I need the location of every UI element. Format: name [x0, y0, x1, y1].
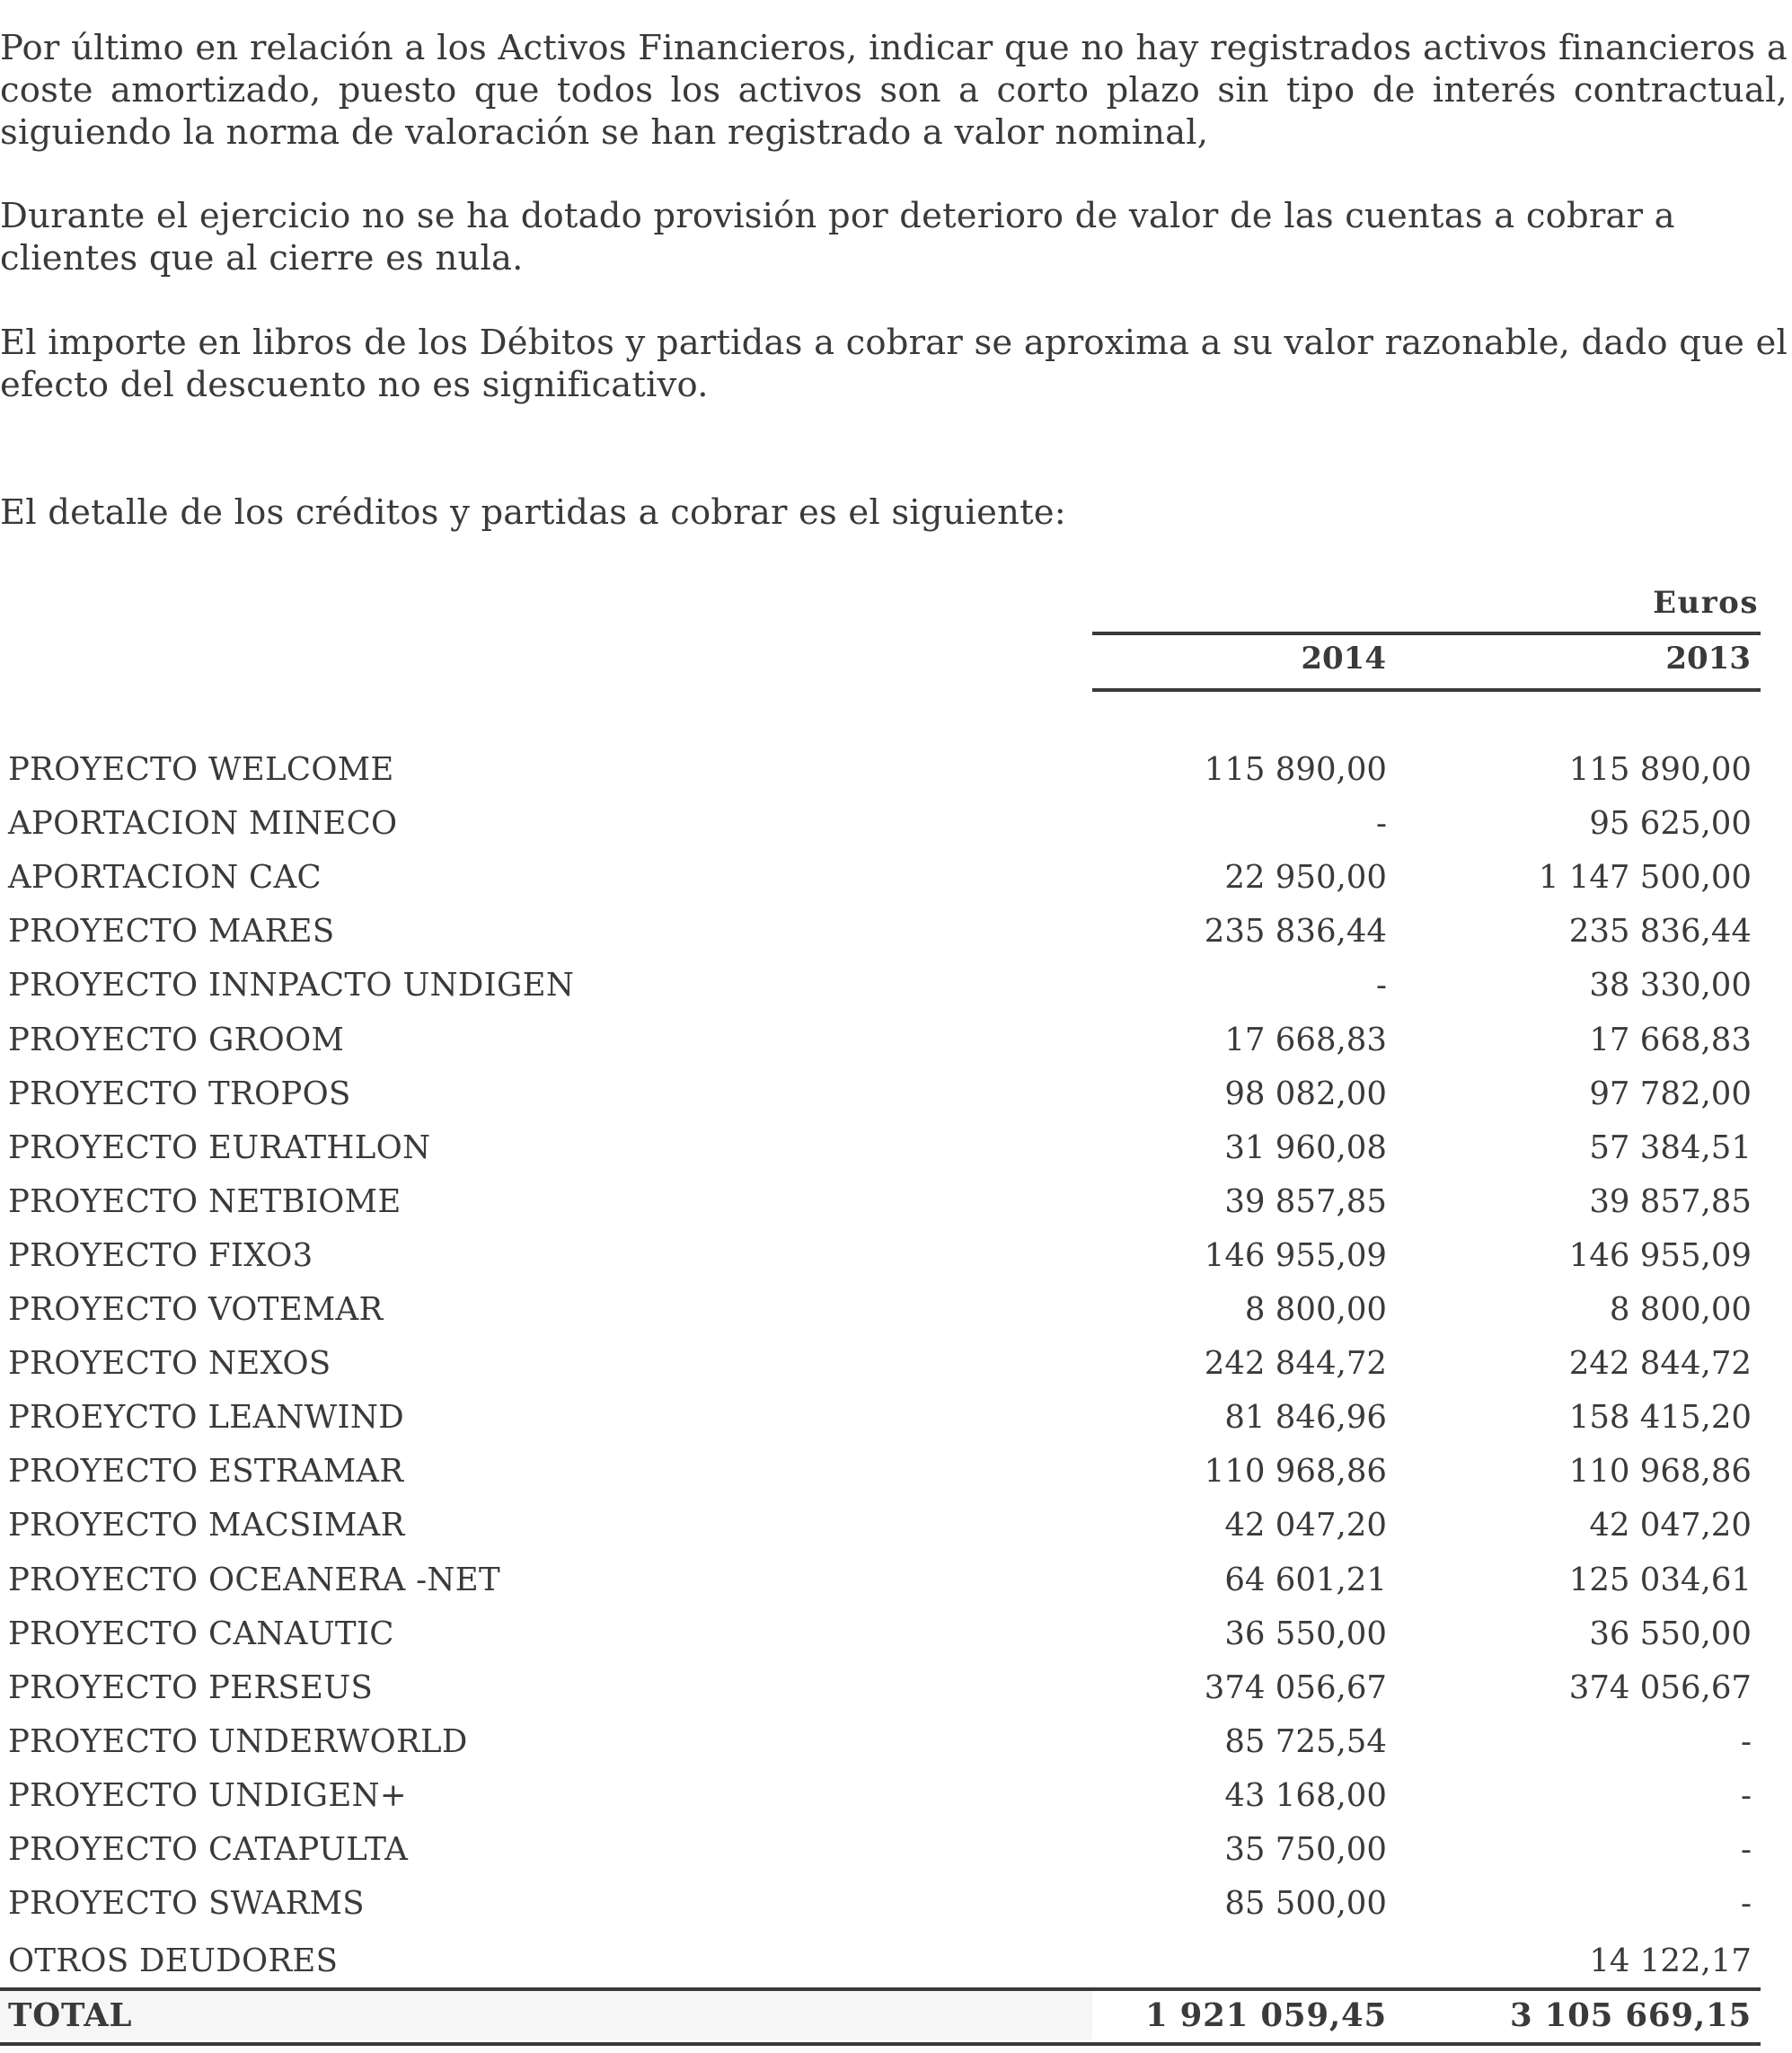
row-value-2013: 235 836,44 [1568, 913, 1752, 950]
row-value-2013: 97 782,00 [1589, 1075, 1752, 1112]
table-row [0, 1661, 1761, 1715]
total-2013: 3 105 669,15 [1510, 1997, 1752, 2034]
header-bottom-rule [1092, 688, 1761, 692]
row-label: PROYECTO ESTRAMAR [8, 1453, 404, 1490]
table-row [0, 1229, 1761, 1283]
row-value-2014: 39 857,85 [1224, 1183, 1387, 1220]
row-value-2013: 125 034,61 [1568, 1562, 1752, 1598]
table-row [0, 1445, 1761, 1499]
row-value-2014: 110 968,86 [1204, 1453, 1387, 1490]
row-value-2013: 158 415,20 [1568, 1399, 1752, 1436]
row-value-2013: - [1741, 1885, 1752, 1922]
row-value-2014: 43 168,00 [1224, 1777, 1387, 1814]
row-value-2013: 95 625,00 [1589, 805, 1752, 842]
row-value-2014: 35 750,00 [1224, 1831, 1387, 1868]
row-label: PROYECTO UNDERWORLD [8, 1723, 468, 1760]
total-row [0, 1989, 1761, 2043]
row-label: PROYECTO PERSEUS [8, 1669, 374, 1706]
total-2014: 1 921 059,45 [1145, 1997, 1387, 2034]
row-label: PROYECTO GROOM [8, 1022, 345, 1058]
row-label: PROYECTO WELCOME [8, 751, 394, 788]
row-value-2013: 42 047,20 [1589, 1507, 1752, 1544]
row-value-2013: 8 800,00 [1609, 1291, 1752, 1328]
row-value-2013: 115 890,00 [1568, 751, 1752, 788]
row-label: PROYECTO CATAPULTA [8, 1831, 409, 1868]
row-label: PROYECTO CANAUTIC [8, 1615, 394, 1652]
paragraph-provision: Durante el ejercicio no se ha dotado provisión por deterioro de valor de las cuentas a cobrar a clientes que al cierre es nula. [0, 196, 1675, 279]
row-value-2013: 38 330,00 [1589, 967, 1752, 1004]
row-value-2013: 39 857,85 [1589, 1183, 1752, 1220]
row-value-2013: 1 147 500,00 [1538, 859, 1752, 896]
row-label: PROYECTO EURATHLON [8, 1129, 431, 1166]
row-label: OTROS DEUDORES [8, 1942, 339, 1979]
paragraph-financial-assets: Por último en relación a los Activos Financieros, indicar que no hay registrados activos financieros a coste amortizado, puesto que todos los activos son a corto plazo sin tipo de interés contractual, siguiendo la norma de valoración se han registrado a valor nominal, [0, 28, 1788, 153]
table-row [0, 959, 1761, 1013]
row-value-2013: 17 668,83 [1589, 1022, 1752, 1058]
row-label: PROYECTO MARES [8, 913, 335, 950]
row-label: PROYECTO NETBIOME [8, 1183, 402, 1220]
row-value-2014: 98 082,00 [1224, 1075, 1387, 1112]
table-row [0, 1934, 1761, 1988]
row-value-2013: 242 844,72 [1568, 1345, 1752, 1382]
header-top-rule [1092, 632, 1761, 635]
row-value-2014: 242 844,72 [1204, 1345, 1387, 1382]
total-label: TOTAL [8, 1997, 133, 2034]
table-row [0, 743, 1761, 797]
row-value-2014: 374 056,67 [1204, 1669, 1387, 1706]
row-value-2014: 146 955,09 [1204, 1237, 1387, 1274]
table-row [0, 1877, 1761, 1931]
row-value-2014: 22 950,00 [1224, 859, 1387, 896]
row-value-2013: 110 968,86 [1568, 1453, 1752, 1490]
table-row [0, 1715, 1761, 1769]
row-label: PROYECTO OCEANERA -NET [8, 1562, 500, 1598]
row-value-2013: 14 122,17 [1589, 1942, 1752, 1979]
row-label: PROYECTO UNDIGEN+ [8, 1777, 407, 1814]
row-value-2014: 36 550,00 [1224, 1615, 1387, 1652]
row-value-2014: 85 500,00 [1224, 1885, 1387, 1922]
row-label: APORTACION CAC [8, 859, 322, 896]
row-value-2013: 146 955,09 [1568, 1237, 1752, 1274]
row-value-2013: - [1741, 1777, 1752, 1814]
table-row [0, 1067, 1761, 1121]
row-value-2014: 64 601,21 [1224, 1562, 1387, 1598]
paragraph-book-value: El importe en libros de los Débitos y partidas a cobrar se aproxima a su valor razonable, dado que el efecto del descuento no es significativo. [0, 323, 1788, 405]
total-bottom-rule [0, 2042, 1761, 2046]
row-value-2013: - [1741, 1831, 1752, 1868]
row-label: PROEYCTO LEANWIND [8, 1399, 404, 1436]
row-value-2013: 374 056,67 [1568, 1669, 1752, 1706]
table-row [0, 905, 1761, 959]
row-value-2014: 115 890,00 [1204, 751, 1387, 788]
row-value-2014: 8 800,00 [1244, 1291, 1387, 1328]
row-label: PROYECTO TROPOS [8, 1075, 351, 1112]
table-row [0, 1013, 1761, 1067]
row-value-2014: 85 725,54 [1224, 1723, 1387, 1760]
table-row [0, 851, 1761, 905]
row-value-2013: 36 550,00 [1589, 1615, 1752, 1652]
table-row [0, 797, 1761, 851]
row-label: APORTACION MINECO [8, 805, 398, 842]
table-row [0, 1391, 1761, 1445]
year-2014-header: 2014 [1301, 641, 1386, 677]
row-label: PROYECTO INNPACTO UNDIGEN [8, 967, 575, 1004]
table-row [0, 1121, 1761, 1175]
row-value-2014: 31 960,08 [1224, 1129, 1387, 1166]
row-label: PROYECTO NEXOS [8, 1345, 331, 1382]
row-value-2013: 57 384,51 [1589, 1129, 1752, 1166]
row-value-2014: 235 836,44 [1204, 913, 1387, 950]
row-value-2014: - [1376, 967, 1387, 1004]
table-row [0, 1607, 1761, 1661]
row-label: PROYECTO MACSIMAR [8, 1507, 405, 1544]
row-value-2014: 81 846,96 [1224, 1399, 1387, 1436]
row-label: PROYECTO FIXO3 [8, 1237, 313, 1274]
paragraph-detail-intro: El detalle de los créditos y partidas a cobrar es el siguiente: [0, 492, 1066, 533]
row-label: PROYECTO VOTEMAR [8, 1291, 384, 1328]
row-value-2014: 17 668,83 [1224, 1022, 1387, 1058]
table-row [0, 1337, 1761, 1391]
year-2013-header: 2013 [1665, 641, 1751, 677]
table-row [0, 1769, 1761, 1823]
table-row [0, 1553, 1761, 1607]
table-row [0, 1823, 1761, 1877]
currency-header: Euros [1653, 585, 1759, 621]
table-row [0, 1175, 1761, 1229]
row-value-2013: - [1741, 1723, 1752, 1760]
table-row [0, 1499, 1761, 1553]
table-row [0, 1283, 1761, 1337]
row-label: PROYECTO SWARMS [8, 1885, 365, 1922]
row-value-2014: - [1376, 805, 1387, 842]
row-value-2014: 42 047,20 [1224, 1507, 1387, 1544]
